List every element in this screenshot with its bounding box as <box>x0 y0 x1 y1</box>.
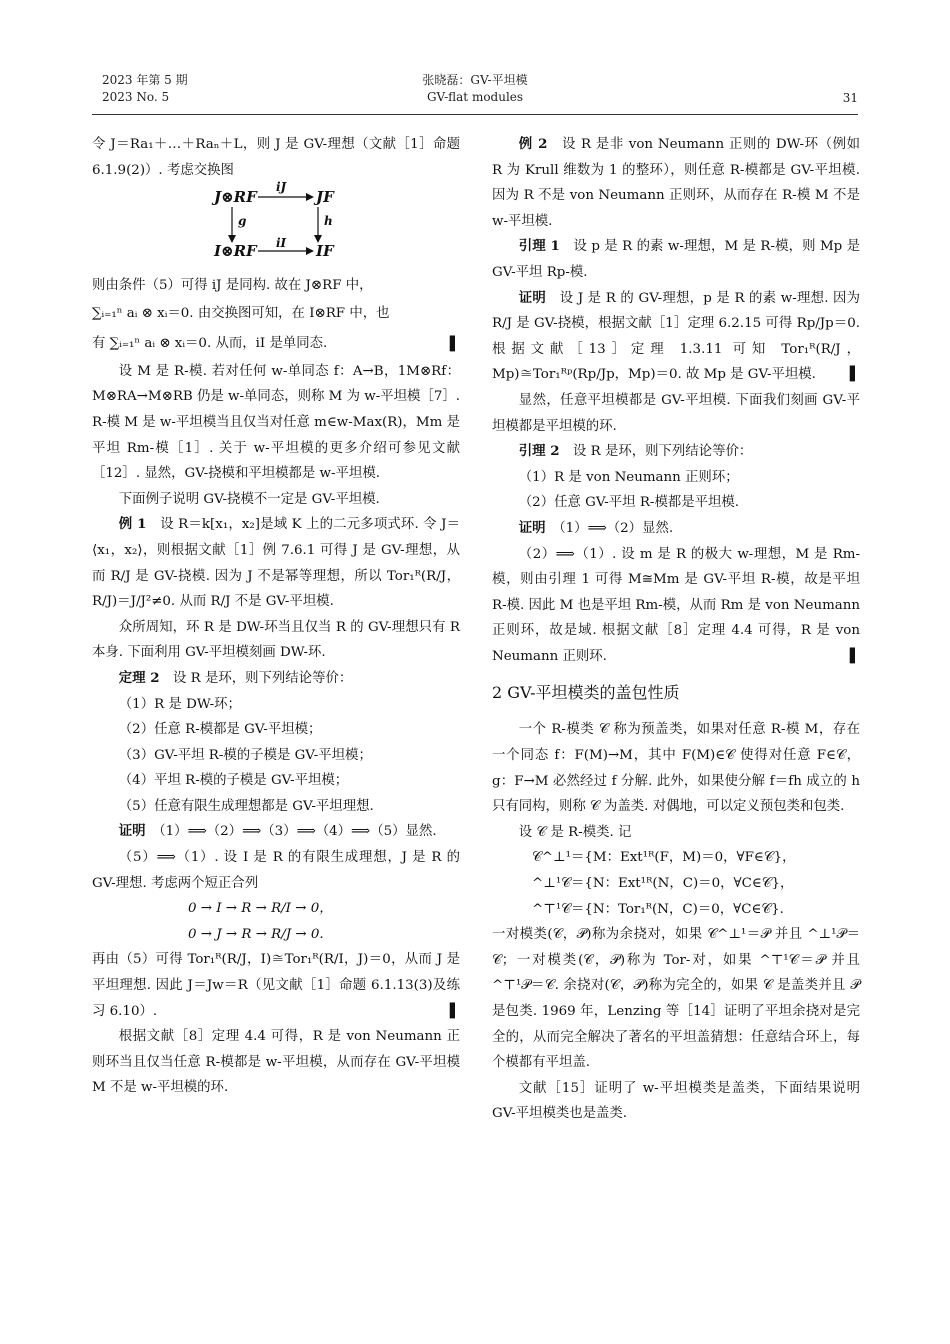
proof-text-1: （1）⟹（2）⟹（3）⟹（4）⟹（5）显然. <box>158 824 437 840</box>
issue-en: 2023 No. 5 <box>102 90 170 104</box>
left-p5: 众所周知，环 R 是 DW-环当且仅当 R 的 GV-理想只有 R 本身. 下面利用 GV-平坦模刻画 DW-环. <box>92 619 460 661</box>
theorem2-label: 定理 2 <box>118 669 160 686</box>
exact-sequence-2: 0 → J → R → R/J → 0. <box>188 926 324 942</box>
left-p2a: 则由条件（5）可得 iJ 是同构. 故在 J⊗RF 中， <box>92 278 373 294</box>
example1-text: 设 R＝k[x₁，x₂]是域 K 上的二元多项式环. 令 J＝⟨x₁，x₂⟩，则根据文献［1］例 7.6.1 可得 J 是 GV-理想，从而 R/J 是 GV-挠模. 因为 J 不是幂等理想，所以 Tor₁ᴿ(R/J，R/J)＝J/J²≠0. 从而 R/J 不是 GV-平坦模. <box>92 517 460 610</box>
orthogonal-eq-2: ^⊥¹𝒞＝{N：Ext¹ᴿ(N，C)＝0，∀C∈𝒞}， <box>532 876 794 892</box>
right-column <box>492 132 860 1127</box>
diagram-top-left: J⊗RF <box>214 188 257 207</box>
lemma2-proof-label: 证明 <box>518 519 546 536</box>
example1-label: 例 1 <box>118 516 147 533</box>
theorem2-item: （2）任意 R-模都是 GV-平坦模； <box>118 722 322 738</box>
proof-label: 证明 <box>118 823 146 840</box>
page-number: 31 <box>842 91 858 105</box>
diagram-bottom-right: IF <box>316 242 334 261</box>
qed-mark: ▌ <box>849 647 860 664</box>
left-column <box>92 132 460 1101</box>
lemma2-label: 引理 2 <box>518 443 560 460</box>
theorem2-item: （4）平坦 R-模的子模是 GV-平坦模； <box>118 773 349 789</box>
left-p2c: 有 ∑ᵢ₌₁ⁿ aᵢ ⊗ xᵢ＝0. 从而，iI 是单同态. <box>92 335 328 351</box>
left-p6: 根据文献［8］定理 4.4 可得，R 是 von Neumann 正则环当且仅当任意 R-模都是 w-平坦模，从而存在 GV-平坦模 M 不是 w-平坦模的环. <box>92 1029 460 1096</box>
left-p3: 设 M 是 R-模. 若对任何 w-单同态 f：A→B，1M⊗Rf：M⊗RA→M⊗RB 仍是 w-单同态，则称 M 为 w-平坦模［7］. R-模 M 是 w-平坦模当且仅当对任意 m∈w-Max(R)，Mm 是平坦 Rm-模［1］. 关于 w-平坦模的更多介绍可参见文献［12］. 显然，GV-挠模和平坦模都是 w-平坦模. <box>92 363 460 482</box>
exact-sequence-1: 0 → I → R → R/I → 0， <box>188 901 333 917</box>
qed-mark: ▌ <box>849 366 860 383</box>
diagram-top-right: JF <box>316 188 334 207</box>
right-p7: 显然，任意平坦模都是 GV-平坦模. 下面我们刻画 GV-平坦模都是平坦模的环. <box>492 392 860 434</box>
orthogonal-eq-1: 𝒞^⊥¹＝{M：Ext¹ᴿ(F，M)＝0，∀F∈𝒞}， <box>532 850 796 866</box>
theorem2-text: 设 R 是环，则下列结论等价： <box>172 670 353 686</box>
qed-mark: ▌ <box>449 1002 460 1019</box>
arrow-label-right: h <box>324 214 333 229</box>
lemma1-proof-text: 设 J 是 R 的 GV-理想，p 是 R 的素 w-理想. 因为 R/J 是 GV-挠模，根据文献［1］定理 6.2.15 可得 Rp/Jp＝0. 根据文献［13］定理 1.3.11 可知 Tor₁ᴿ(R/J，Mp)≅Tor₁ᴿᵖ(Rp/Jp，Mp)＝0. 故 Mp 是 GV-平坦模. <box>492 290 861 383</box>
lemma1-proof-label: 证明 <box>518 289 547 306</box>
lemma1-label: 引理 1 <box>518 238 560 255</box>
diagram-bottom-left: I⊗RF <box>214 242 257 261</box>
lemma2-text: 设 R 是环，则下列结论等价： <box>572 444 753 460</box>
arrow-label-left: g <box>238 214 247 229</box>
arrow-label-bottom: iI <box>276 236 287 251</box>
orthogonal-eq-3: ^⊤¹𝒞＝{N：Tor₁ᴿ(N，C)＝0，∀C∈𝒞}. <box>532 901 784 917</box>
right-p9: 设 𝒞 是 R-模类. 记 <box>518 824 632 840</box>
issue-cn: 2023 年第 5 期 <box>102 73 188 87</box>
header-rule <box>92 114 858 115</box>
left-p2b: ∑ᵢ₌₁ⁿ aᵢ ⊗ xᵢ＝0. 由交换图可知，在 I⊗RF 中，也 <box>92 305 390 321</box>
proof-text-2: （5）⟹（1）. 设 I 是 R 的有限生成理想，J 是 R 的 GV-理想. 考虑两个短正合列 <box>92 850 460 891</box>
proof-text-3: 再由（5）可得 Tor₁ᴿ(R/J，I)≅Tor₁ᴿ(R/I，J)＝0，从而 J 是平坦理想. 因此 J＝Jw＝R（见文献［1］命题 6.1.13(3)及练习 6.10）. <box>92 952 460 1019</box>
left-p4: 下面例子说明 GV-挠模不一定是 GV-平坦模. <box>118 491 380 507</box>
commutative-diagram <box>92 180 460 273</box>
theorem2-item: （1）R 是 DW-环； <box>118 696 241 712</box>
running-title <box>0 72 950 106</box>
theorem2-item: （3）GV-平坦 R-模的子模是 GV-平坦模； <box>118 747 372 763</box>
section-2-title: 2 GV-平坦模类的盖包性质 <box>492 683 680 703</box>
arrow-label-top: iJ <box>276 180 287 195</box>
left-p1: 令 J＝Ra₁＋…＋Raₙ＋L，则 J 是 GV-理想（文献［1］命题 6.1.9(2)）. 考虑交换图 <box>92 137 460 178</box>
title-cn: 张晓磊：GV-平坦模 <box>422 73 528 87</box>
title-en: GV-flat modules <box>426 90 524 104</box>
qed-mark: ▌ <box>449 335 460 352</box>
right-p10: 一对模类(𝒞，𝒫)称为余挠对，如果 𝒞^⊥¹＝𝒫 并且 ^⊥¹𝒫＝𝒞；一对模类(𝒞，𝒫)称为 Tor-对，如果 ^⊤¹𝒞＝𝒫 并且 ^⊤¹𝒫＝𝒞. 余挠对(𝒞，𝒫)称为完全的，如果 𝒞 是盖类并且 𝒫 是包类. 1969 年，Lenzing 等［14］证明了平坦余挠对是完全的，从而完全解决了著名的平坦盖猜想：任意结合环上，每个模都有平坦盖. <box>492 927 860 1071</box>
right-p8: 一个 R-模类 𝒞 称为预盖类，如果对任意 R-模 M，存在一个同态 f：F(M)→M，其中 F(M)∈𝒞 使得对任意 F∈𝒞，g：F→M 必然经过 f 分解. 此外，如果使分解 f＝fh 成立的 h 只有同构，则称 𝒞 为盖类. 对偶地，可以定义预包类和包类. <box>492 722 860 815</box>
right-p11: 文献［15］证明了 w-平坦模类是盖类，下面结果说明 GV-平坦模类也是盖类. <box>492 1080 860 1122</box>
lemma1-text: 设 p 是 R 的素 w-理想，M 是 R-模，则 Mp 是 GV-平坦 Rp-模. <box>492 239 860 280</box>
lemma2-proof-text-2: （2）⟹（1）. 设 m 是 R 的极大 w-理想，M 是 Rm-模，则由引理 1 可得 M≅Mm 是 GV-平坦 R-模，故是平坦 R-模. 因此 M 也是平坦 Rm-模，从而 Rm 是 von Neumann 正则环，故是域. 根据文献［8］定理 4.4 可得，R 是 von Neumann 正则环. <box>492 546 860 664</box>
example2-label: 例 2 <box>518 136 548 152</box>
theorem2-item: （5）任意有限生成理想都是 GV-平坦理想. <box>118 798 374 814</box>
lemma2-item: （2）任意 GV-平坦 R-模都是平坦模. <box>518 495 740 511</box>
lemma2-item: （1）R 是 von Neumann 正则环； <box>518 469 739 485</box>
example2-text: 设 R 是非 von Neumann 正则的 DW-环（例如 R 为 Krull 维数为 1 的整环），则任意 R-模都是 GV-平坦模. 因为 R 不是 von Neumann 正则环，从而存在 R-模 M 不是 w-平坦模. <box>492 137 861 229</box>
lemma2-proof-text-1: （1）⟹（2）显然. <box>558 520 674 536</box>
